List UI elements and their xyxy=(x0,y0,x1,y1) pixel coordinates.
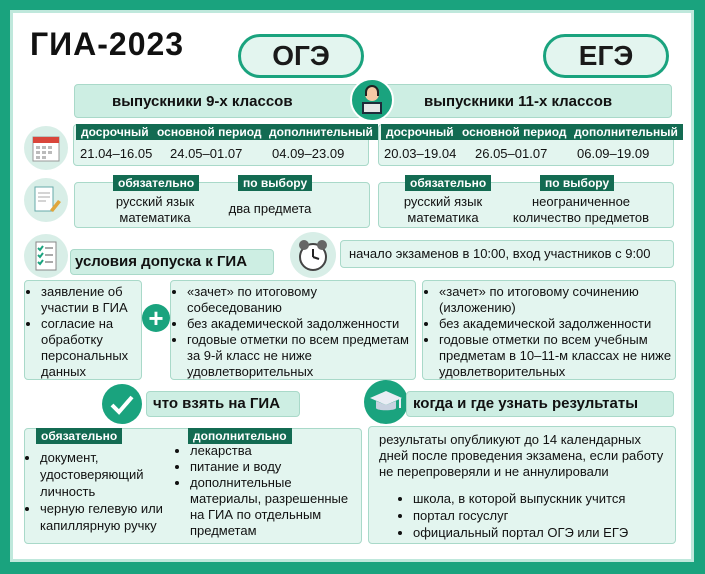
reader-icon xyxy=(350,78,394,122)
list-item: • лекарства xyxy=(190,443,358,459)
ege-required-subjects: русский язык математика xyxy=(403,194,483,225)
oge-choice-subjects: два предмета xyxy=(228,201,312,216)
grads-left: выпускники 9-х классов xyxy=(112,93,293,110)
ege-period-extra: 06.09–19.09 xyxy=(577,146,650,161)
checklist-icon xyxy=(24,234,68,278)
list-item: • без академической задолженности xyxy=(187,316,413,332)
oge-choice-label: по выбору xyxy=(238,175,312,191)
ege-badge: ЕГЭ xyxy=(543,34,669,78)
oge-period-label-main: основной период xyxy=(152,124,267,140)
bring-required-list xyxy=(26,449,186,534)
results-box xyxy=(368,426,676,544)
oge-period-label-extra: дополнительный xyxy=(264,124,378,140)
admission-general xyxy=(24,280,142,380)
admission-ege xyxy=(422,280,676,380)
oge-badge: ОГЭ xyxy=(238,34,364,78)
grads-right: выпускники 11-х классов xyxy=(424,93,613,110)
bring-title: что взять на ГИА xyxy=(146,391,300,417)
results-title: когда и где узнать результаты xyxy=(406,391,674,417)
list-item: • годовые отметки по всем предметам за 9-й класс не ниже удовлетворительных xyxy=(187,332,413,380)
plus-icon: + xyxy=(142,304,170,332)
oge-period-extra: 04.09–23.09 xyxy=(272,146,345,161)
admission-oge xyxy=(170,280,416,380)
ege-choice-label: по выбору xyxy=(540,175,614,191)
list-item: • документ, удостоверяющий личность xyxy=(40,449,186,500)
bring-required-label: обязательно xyxy=(36,428,122,444)
oge-period-label-early: досрочный xyxy=(76,124,154,140)
checkmark-icon xyxy=(102,384,142,424)
list-item: • питание и воду xyxy=(190,459,358,475)
list-item: • годовые отметки по всем учебным предметам в 10–11-м классах не ниже удовлетворительных xyxy=(439,332,673,380)
oge-period-main: 24.05–01.07 xyxy=(170,146,243,161)
list-item: • заявление об участии в ГИА xyxy=(41,284,139,316)
ege-required-label: обязательно xyxy=(405,175,491,191)
list-item: • дополнительные материалы, разрешенные на ГИА по отдельным предметам xyxy=(190,475,358,539)
list-item: • черную гелевую или капиллярную ручку xyxy=(40,500,186,534)
exam-start-info: начало экзаменов в 10:00, вход участников с 9:00 xyxy=(340,240,674,268)
ege-period-label-extra: дополнительный xyxy=(569,124,683,140)
list-item: • портал госуслуг xyxy=(413,507,669,524)
ege-period-main: 26.05–01.07 xyxy=(475,146,548,161)
calendar-icon xyxy=(24,126,68,170)
list-item: • школа, в которой выпускник учится xyxy=(413,490,669,507)
graduation-cap-icon xyxy=(364,380,408,424)
page-title: ГИА-2023 xyxy=(30,26,185,62)
oge-period-early: 21.04–16.05 xyxy=(80,146,153,161)
alarm-clock-icon xyxy=(290,232,336,278)
oge-required-label: обязательно xyxy=(113,175,199,191)
results-text: результаты опубликуют до 14 календарных дней после проведения экзамена, если работу не перепроверяли и не аннулировали xyxy=(379,432,664,479)
ege-period-label-early: досрочный xyxy=(381,124,459,140)
list-item: • «зачет» по итоговому собеседованию xyxy=(187,284,413,316)
ege-period-early: 20.03–19.04 xyxy=(384,146,457,161)
list-item: • «зачет» по итоговому сочинению (изложению) xyxy=(439,284,673,316)
list-item: • без академической задолженности xyxy=(439,316,673,332)
list-item: • официальный портал ОГЭ или ЕГЭ xyxy=(413,524,669,541)
list-item: • согласие на обработку персональных данных xyxy=(41,316,139,380)
bring-optional-label: дополнительно xyxy=(188,428,292,444)
document-pen-icon xyxy=(24,178,68,222)
bring-optional-list xyxy=(176,443,358,539)
ege-choice-subjects: неограниченное количество предметов xyxy=(512,194,650,225)
oge-required-subjects: русский язык математика xyxy=(115,194,195,225)
ege-period-label-main: основной период xyxy=(457,124,572,140)
admission-title: условия допуска к ГИА xyxy=(70,249,274,275)
